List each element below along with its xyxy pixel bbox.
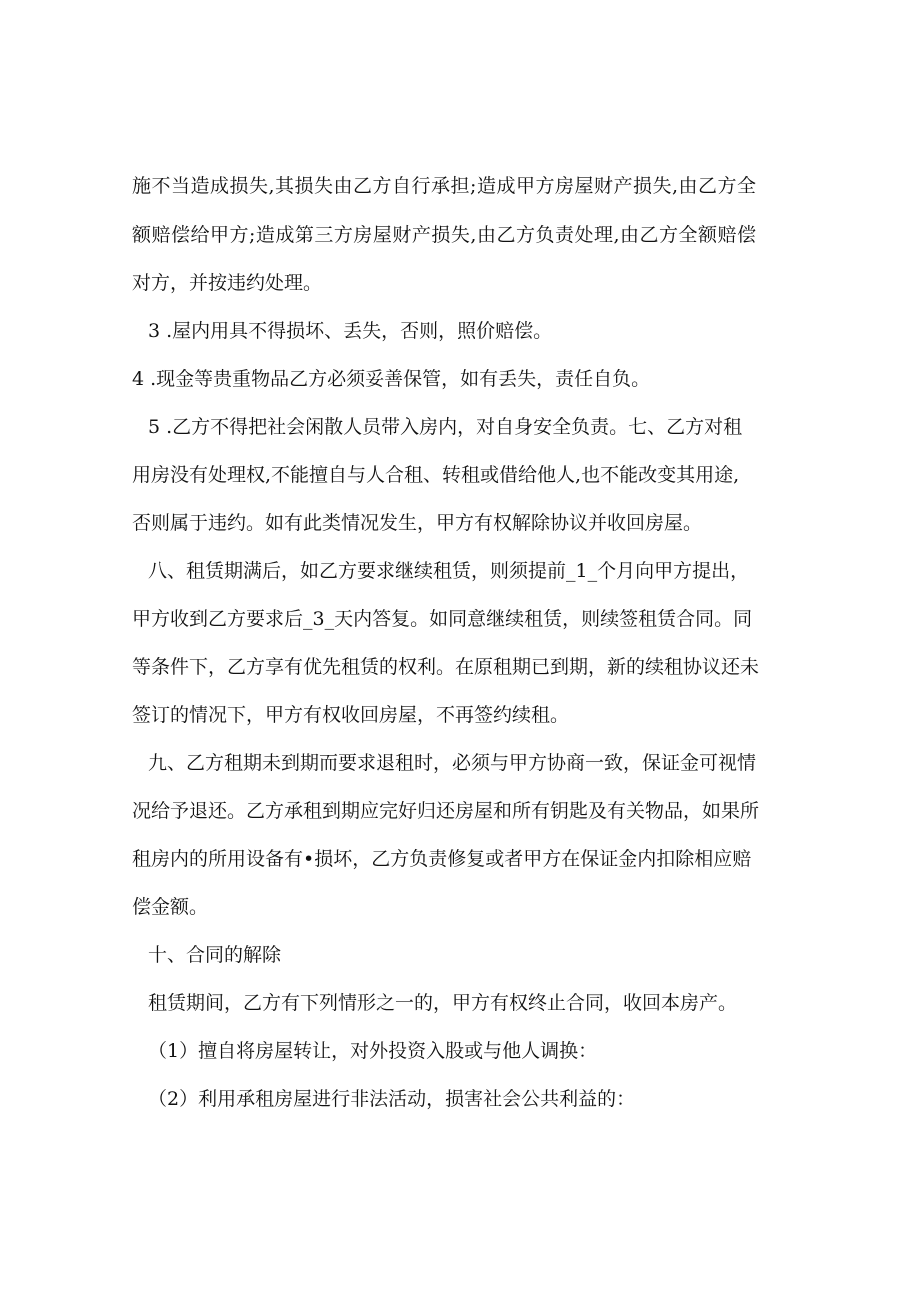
text-line-16: 偿金额。	[132, 896, 209, 918]
text-line-6: 5 .乙方不得把社会闲散人员带入房内，对自身安全负责。七、乙方对租	[148, 416, 743, 438]
text-line-12: 签订的情况下，甲方有权收回房屋，不再签约续租。	[132, 704, 570, 726]
text-line-18: 租赁期间，乙方有下列情形之一的，甲方有权终止合同，收回本房产。	[148, 992, 738, 1014]
text-line-14: 况给予退还。乙方承租到期应完好归还房屋和所有钥匙及有关物品，如果所	[132, 800, 760, 822]
text-line-5: 4 .现金等贵重物品乙方必须妥善保管，如有丢失，责任自负。	[132, 368, 651, 390]
text-line-11: 等条件下，乙方享有优先租赁的权利。在原租期已到期，新的续租协议还未	[132, 656, 760, 678]
text-line-20: （2）利用承租房屋进行非法活动，损害社会公共利益的：	[148, 1088, 636, 1110]
text-line-19: （1）擅自将房屋转让，对外投资入股或与他人调换：	[148, 1040, 598, 1062]
text-line-17: 十、合同的解除	[148, 944, 282, 966]
text-line-3: 对方，并按违约处理。	[132, 272, 323, 294]
text-line-15: 租房内的所用设备有•损坏，乙方负责修复或者甲方在保证金内扣除相应赔	[132, 848, 752, 870]
text-line-2: 额赔偿给甲方;造成第三方房屋财产损失,由乙方负责处理,由乙方全额赔偿	[132, 224, 757, 246]
text-line-7: 用房没有处理权,不能擅自与人合租、转租或借给他人,也不能改变其用途,	[132, 464, 740, 486]
text-line-4: 3 .屋内用具不得损坏、丢失，否则，照价赔偿。	[148, 320, 553, 342]
text-line-8: 否则属于违约。如有此类情况发生，甲方有权解除协议并收回房屋。	[132, 512, 703, 534]
text-line-13: 九、乙方租期未到期而要求退租时，必须与甲方协商一致，保证金可视情	[148, 752, 757, 774]
text-line-1: 施不当造成损失,其损失由乙方自行承担;造成甲方房屋财产损失,由乙方全	[132, 175, 757, 197]
text-line-10: 甲方收到乙方要求后_3_天内答复。如同意继续租赁，则续签租赁合同。同	[132, 608, 753, 630]
text-line-9: 八、租赁期满后，如乙方要求继续租赁，则须提前_1_个月向甲方提出，	[148, 560, 750, 582]
